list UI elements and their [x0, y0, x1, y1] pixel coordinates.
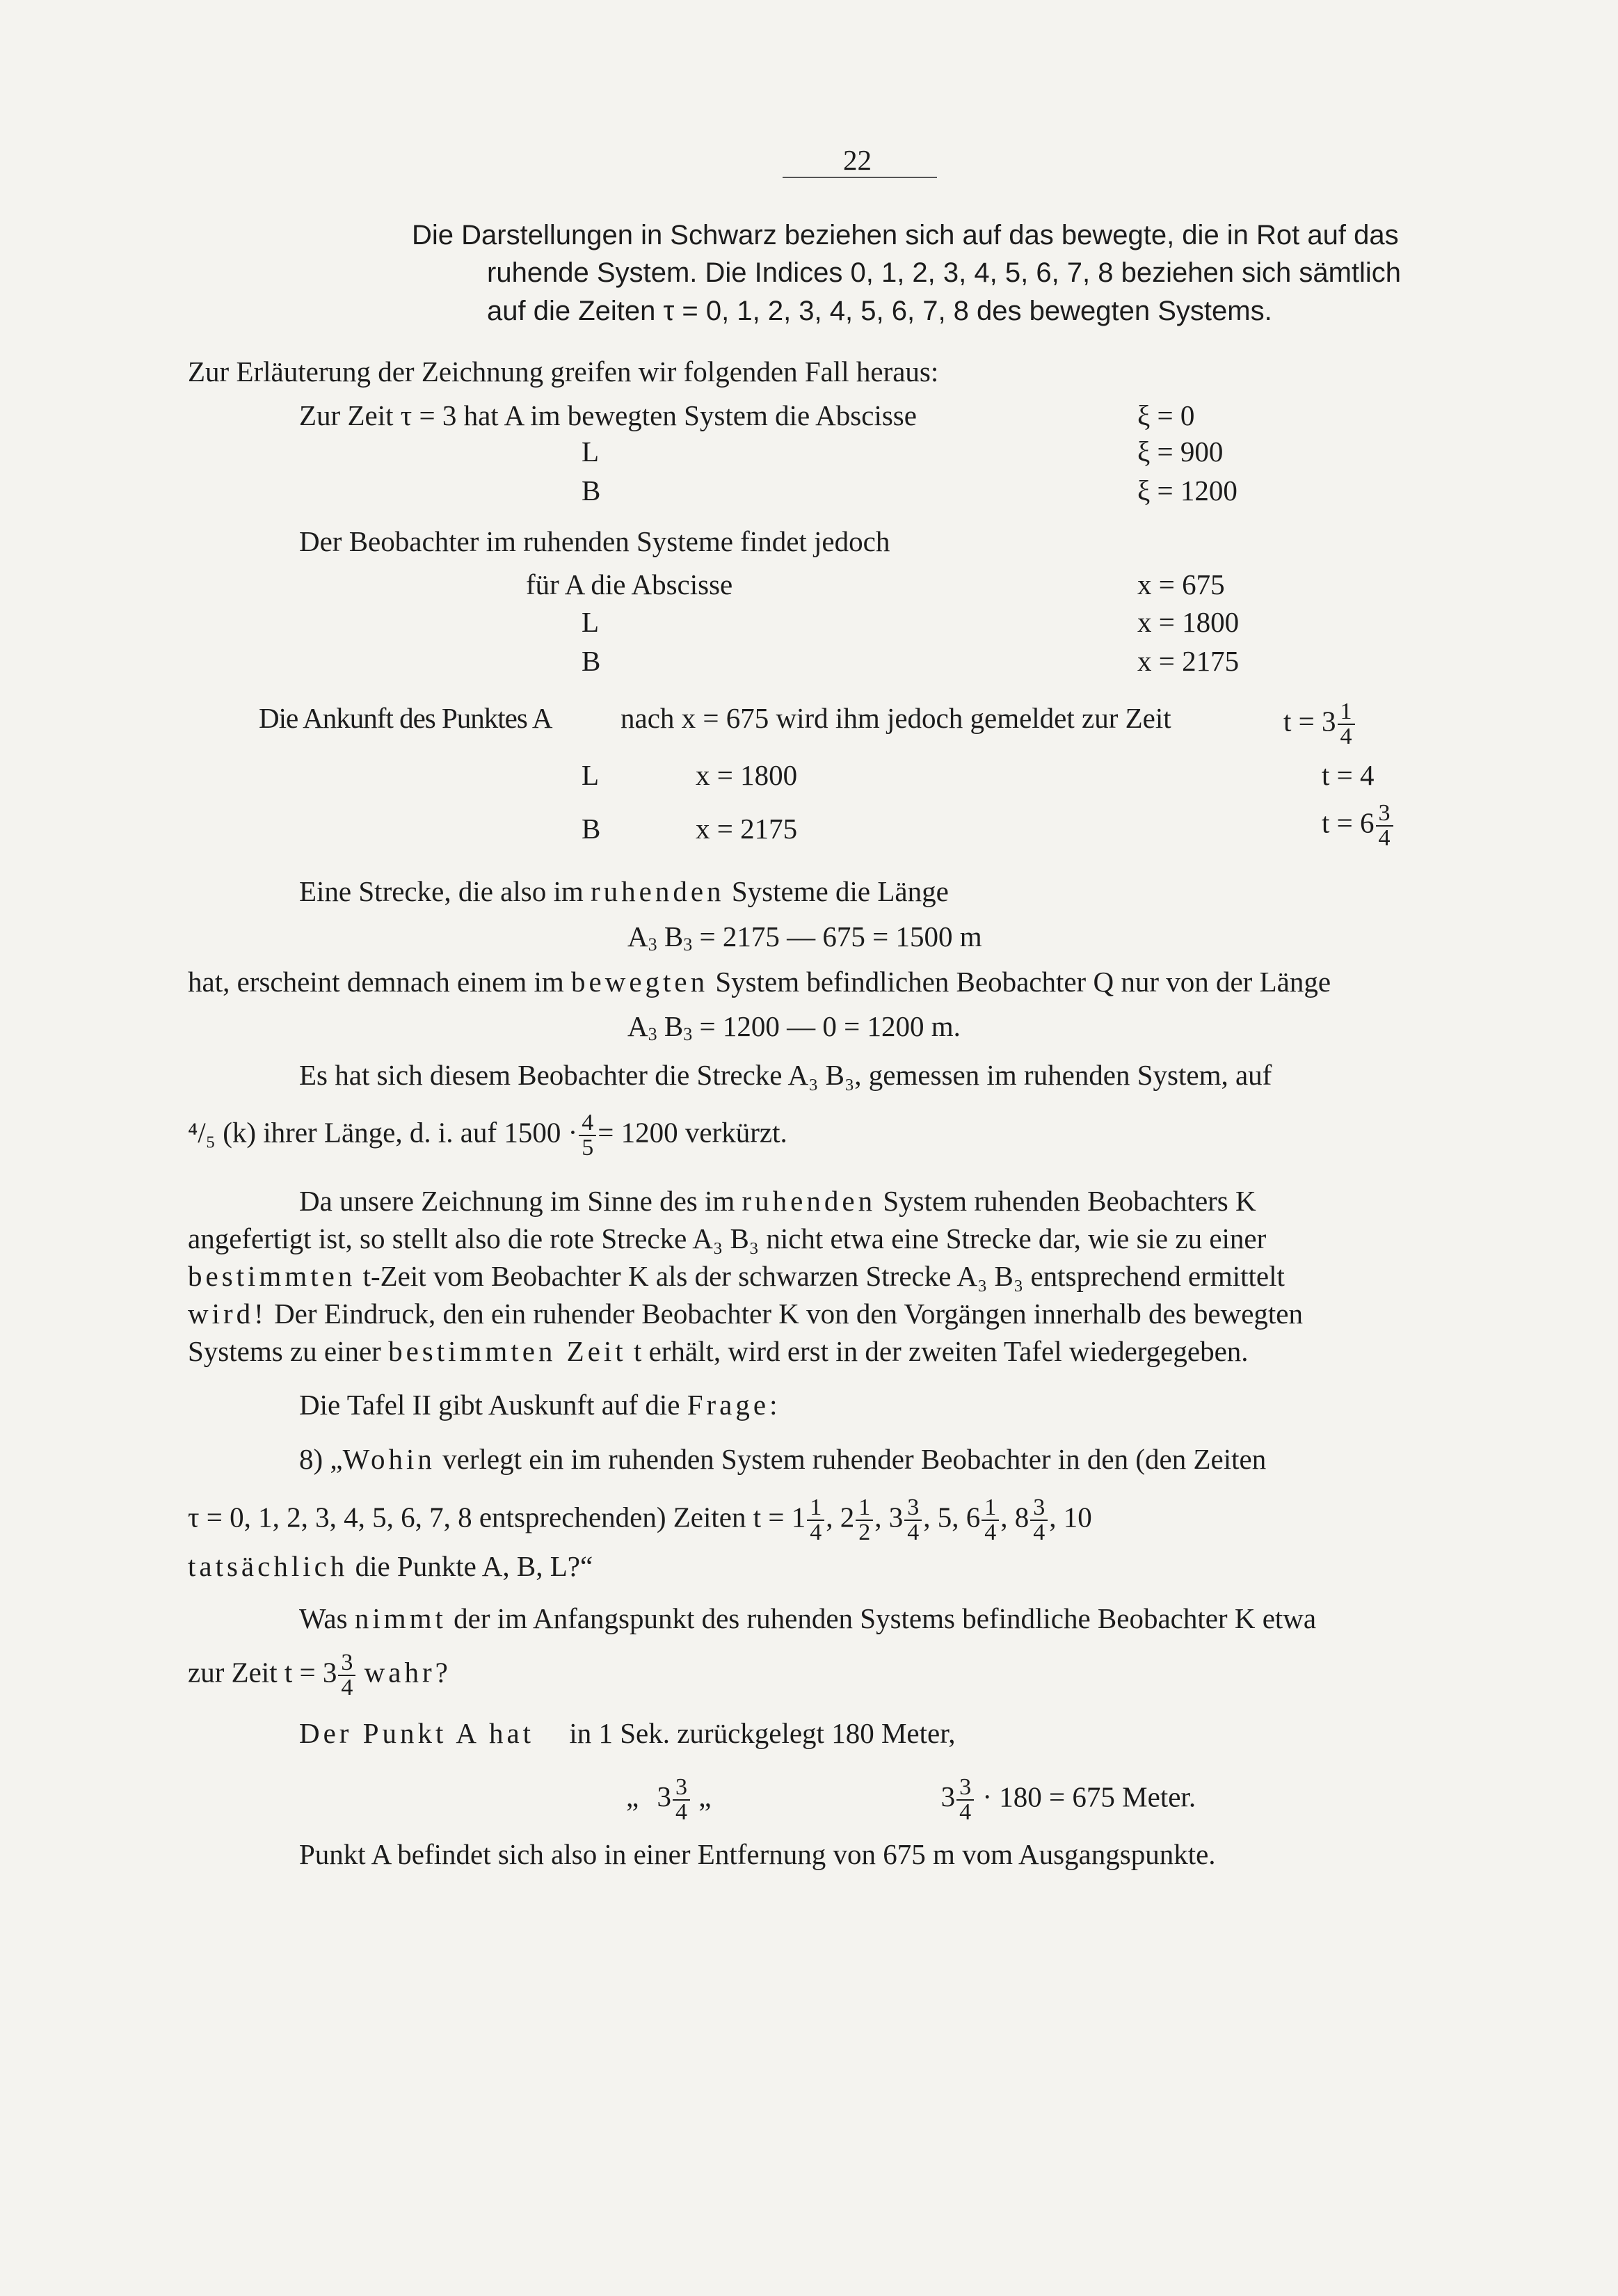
arrival-label-l: L	[582, 759, 600, 791]
arrival-t-b-fraction	[1376, 802, 1393, 850]
arrival-t1-fraction	[1338, 700, 1355, 749]
fraction-denominator: 4	[907, 1520, 920, 1545]
segment-line-2-a: hat, erscheint demnach einem im	[188, 966, 564, 998]
segment-line-1	[299, 873, 949, 909]
drawing-line-1-a: Da unsere Zeichnung im Sinne des im	[299, 1185, 735, 1217]
ditto-mark: „	[626, 1780, 639, 1813]
fraction-denominator: 5	[582, 1135, 594, 1161]
segment-line-4	[188, 1111, 787, 1160]
drawing-line-5-b: t erhält, wird erst in der zweiten Tafel wiedergegeben.	[633, 1335, 1249, 1367]
fraction-numerator: 3	[1030, 1496, 1048, 1521]
question-frac-1	[807, 1496, 824, 1545]
question-line-3-spaced: tatsächlich	[188, 1550, 349, 1582]
segment-line-2	[188, 964, 1331, 1000]
wahr-line-2-spaced: wahr?	[364, 1656, 451, 1689]
fraction-numerator: 1	[807, 1496, 824, 1521]
question-int-2: 3	[888, 1501, 904, 1533]
question-frac-4	[982, 1496, 999, 1545]
rest-label-b: B	[582, 645, 601, 677]
segment-eq-2-value: = 1200 — 0 = 1200 m.	[699, 1010, 961, 1042]
header-rule	[783, 177, 937, 178]
fraction-numerator: 1	[856, 1496, 873, 1521]
question-int-3: 5, 6	[937, 1501, 981, 1533]
fraction-denominator: 4	[984, 1520, 997, 1545]
punkt-line-3: Punkt A befindet sich also in einer Entfernung von 675 m vom Ausgangspunkte.	[299, 1838, 1216, 1870]
p1-line-1: Die Darstellungen in Schwarz beziehen sich auf das bewegte, die in Rot auf das	[412, 220, 1399, 250]
question-int-1: 2	[840, 1501, 855, 1533]
wahr-line-1-b: der im Anfangspunkt des ruhenden Systems befindliche Beobachter K etwa	[454, 1602, 1317, 1634]
tafel-line-a: Die Tafel II gibt Auskunft auf die	[299, 1389, 680, 1421]
segment-line-4-b: = 1200 verkürzt.	[598, 1116, 787, 1149]
fraction-numerator: 4	[579, 1111, 596, 1136]
question-int-4: 8	[1014, 1501, 1030, 1533]
segment-line-4-a: ⁴/₅ (k) ihrer Länge, d. i. auf 1500 ·	[188, 1116, 578, 1149]
segment-line-1-a: Eine Strecke, die also im	[299, 875, 584, 907]
segment-line-2-b: System befindlichen Beobachter Q nur von der Länge	[715, 966, 1331, 998]
fraction-denominator: 4	[675, 1799, 687, 1825]
fraction-denominator: 4	[810, 1520, 822, 1545]
drawing-line-4	[188, 1296, 1303, 1332]
punkt-line-1	[299, 1715, 955, 1751]
wahr-line-1-spaced: nimmt	[354, 1602, 447, 1634]
wahr-fraction	[338, 1651, 355, 1700]
fraction-denominator: 4	[341, 1675, 353, 1700]
tafel-line	[299, 1387, 780, 1423]
arrival-x-b: x = 2175	[696, 813, 798, 845]
arrival-label-b: B	[582, 813, 601, 845]
segment-eq-2: $A_3$ $B_3 = 1200$ — 0 = 1200 m.	[627, 1010, 961, 1044]
question-int-5: 10	[1063, 1501, 1092, 1533]
drawing-line-1-spaced: ruhenden	[742, 1185, 876, 1217]
moving-xi-b: ξ = 1200	[1137, 475, 1237, 507]
arrival-t-b-prefix: t = 6	[1322, 806, 1375, 839]
fraction-numerator: 3	[673, 1776, 690, 1801]
fraction-numerator: 3	[1376, 802, 1393, 827]
fraction-numerator: 3	[956, 1776, 974, 1801]
drawing-line-4-b: Der Eindruck, den ein ruhender Beobachter K von den Vorgängen innerhalb des bewegten	[274, 1298, 1304, 1330]
observer-line: Der Beobachter im ruhenden Systeme findet jedoch	[299, 525, 890, 557]
punkt-line-2	[626, 1776, 1196, 1824]
moving-line: Zur Zeit τ = 3 hat A im bewegten System die Abscisse	[299, 399, 917, 431]
punkt-int: 3	[657, 1780, 671, 1813]
question-line-1	[299, 1441, 1266, 1477]
arrival-mid: nach x = 675 wird ihm jedoch gemeldet zur Zeit	[620, 702, 1171, 734]
question-frac-5	[1030, 1496, 1048, 1545]
arrival-t1-prefix: t = 3	[1283, 705, 1336, 738]
p1-line-3: auf die Zeiten τ = 0, 1, 2, 3, 4, 5, 6, 7, 8 des bewegten Systems.	[487, 296, 1272, 326]
question-frac-3	[904, 1496, 922, 1545]
segment-line-3: Es hat sich diesem Beobachter die Strecke A₃ B₃, gemessen im ruhenden System, auf	[299, 1059, 1272, 1091]
punkt-fraction-1	[673, 1776, 690, 1824]
question-line-1-spaced: Wohin	[342, 1443, 435, 1475]
segment-line-1-spaced: ruhenden	[591, 875, 725, 907]
wahr-line-2-a: zur Zeit t = 3	[188, 1656, 337, 1689]
drawing-line-5-spaced: bestimmten Zeit	[388, 1335, 627, 1367]
drawing-line-2: angefertigt ist, so stellt also die rote Strecke A₃ B₃ nicht etwa eine Strecke dar, wie sie zu einer	[188, 1222, 1267, 1254]
rest-label-l: L	[582, 606, 600, 638]
punkt-line-2-tail: · 180 = 675 Meter.	[982, 1780, 1196, 1813]
segment-eq-1: $A_3$ $B_3 = 2175$ — 675 = 1500 m	[627, 920, 982, 955]
arrival-t-l: t = 4	[1322, 759, 1375, 791]
fraction-numerator: 3	[338, 1651, 355, 1676]
segment-line-1-b: Systeme die Länge	[731, 875, 949, 907]
punkt-int-2: 3	[940, 1780, 956, 1813]
ditto-mark: „	[698, 1780, 712, 1813]
wahr-line-1-a: Was	[299, 1602, 348, 1634]
moving-label-l: L	[582, 436, 600, 468]
question-line-2-a: τ = 0, 1, 2, 3, 4, 5, 6, 7, 8 entsprechenden) Zeiten t = 1	[188, 1501, 806, 1533]
question-line-3	[188, 1548, 593, 1584]
rest-x-l: x = 1800	[1137, 606, 1240, 638]
fraction-numerator: 1	[982, 1496, 999, 1521]
fraction-denominator: 4	[1033, 1520, 1046, 1545]
drawing-line-1-b: System ruhenden Beobachters K	[883, 1185, 1256, 1217]
arrival-x-l: x = 1800	[696, 759, 798, 791]
moving-xi-a: ξ = 0	[1137, 399, 1195, 431]
question-line-1-a: 8) „	[299, 1443, 343, 1475]
question-frac-2	[856, 1496, 873, 1545]
page-number: 22	[843, 144, 872, 176]
p1-line-2: ruhende System. Die Indices 0, 1, 2, 3, 4, 5, 6, 7, 8 beziehen sich sämtlich	[487, 257, 1402, 288]
intro-line: Zur Erläuterung der Zeichnung greifen wir folgenden Fall heraus:	[188, 356, 939, 388]
punkt-line-1-b: in 1 Sek. zurückgelegt 180 Meter,	[569, 1717, 956, 1749]
rest-x-a: x = 675	[1137, 568, 1225, 600]
segment-line-4-fraction	[579, 1111, 596, 1160]
arrival-lead: Die Ankunft des Punktes A	[259, 702, 552, 734]
rest-line: für A die Abscisse	[526, 568, 733, 600]
question-line-1-b: verlegt ein im ruhenden System ruhender Beobachter in den (den Zeiten	[442, 1443, 1267, 1475]
drawing-line-3	[188, 1258, 1285, 1294]
segment-eq-1-value: = 2175 — 675 = 1500 m	[699, 920, 982, 952]
question-line-3-b: die Punkte A, B, L?“	[355, 1550, 593, 1582]
fraction-denominator: 2	[858, 1520, 871, 1545]
fraction-denominator: 4	[1340, 724, 1352, 749]
punkt-fraction-2	[956, 1776, 974, 1824]
fraction-denominator: 4	[959, 1799, 972, 1825]
tafel-line-spaced: Frage:	[687, 1389, 781, 1421]
drawing-line-3-b: t-Zeit vom Beobachter K als der schwarzen Strecke A₃ B₃ entsprechend ermittelt	[362, 1260, 1285, 1292]
fraction-denominator: 4	[1378, 825, 1391, 851]
moving-xi-l: ξ = 900	[1137, 436, 1224, 468]
fraction-numerator: 1	[1338, 700, 1355, 725]
segment-line-2-spaced: bewegten	[571, 966, 709, 998]
arrival-t-b	[1322, 802, 1395, 850]
drawing-line-5-a: Systems zu einer	[188, 1335, 381, 1367]
arrival-t1	[1283, 700, 1356, 749]
drawing-line-3-spaced: bestimmten	[188, 1260, 356, 1292]
wahr-line-1	[299, 1600, 1316, 1636]
rest-x-b: x = 2175	[1137, 645, 1240, 677]
drawing-line-4-spaced: wird!	[188, 1298, 267, 1330]
fraction-numerator: 3	[904, 1496, 922, 1521]
punkt-line-1-spaced: Der Punkt A hat	[299, 1717, 535, 1749]
wahr-line-2	[188, 1651, 451, 1700]
moving-label-b: B	[582, 475, 601, 507]
drawing-line-5	[188, 1333, 1249, 1369]
drawing-line-1	[299, 1183, 1256, 1219]
question-line-2: τ = 0, 1, 2, 3, 4, 5, 6, 7, 8 entsprechenden) Zeiten t = 1 $\frac{1}{4}$ , 2 $\frac{1}{2}$ , 3 $\frac{3}{4}$ , 5, 6 $\frac{1}{4}$ , 8 $\frac{3}{4}$ , 10	[188, 1494, 1092, 1545]
